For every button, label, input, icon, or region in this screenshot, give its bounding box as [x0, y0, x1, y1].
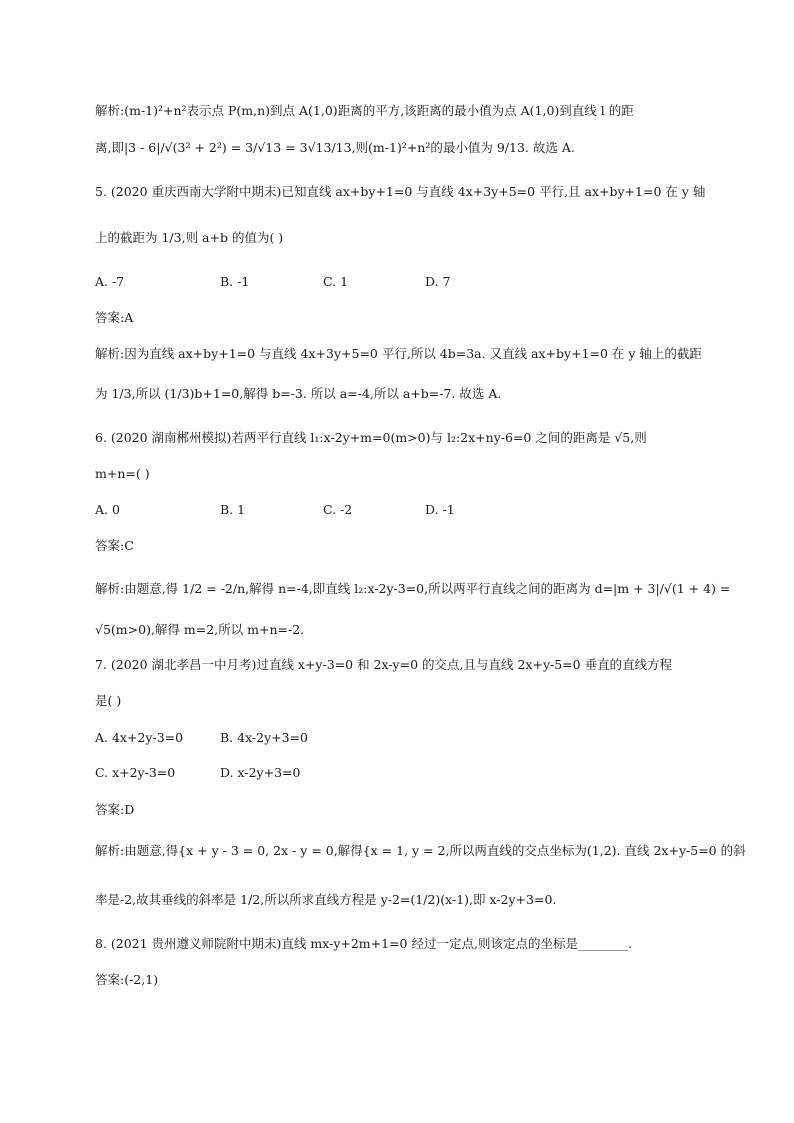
- text-line: 上的截距为 1/3,则 a+b 的值为( ): [95, 230, 284, 245]
- choice-option: D. -1: [425, 502, 455, 517]
- choice-option: B. 1: [220, 502, 246, 517]
- choice-option: A. 0: [95, 502, 120, 517]
- text-line: 答案:(-2,1): [95, 972, 159, 987]
- text-line: 答案:C: [95, 538, 134, 553]
- text-line: m+n=( ): [95, 466, 150, 481]
- text-line: 7. (2020 湖北孝昌一中月考)过直线 x+y-3=0 和 2x-y=0 的交点,且与直线 2x+y-5=0 垂直的直线方程: [95, 657, 673, 672]
- text-line: 解析:由题意,得 1/2 = -2/n,解得 n=-4,即直线 l₂:x-2y-3=0,所以两平行直线之间的距离为 d=|m + 3|/√(1 + 4) =: [95, 581, 731, 596]
- text-line: 6. (2020 湖南郴州模拟)若两平行直线 l₁:x-2y+m=0(m>0)与 l₂:2x+ny-6=0 之间的距离是 √5,则: [95, 430, 647, 445]
- text-line: 答案:D: [95, 802, 135, 817]
- choice-option: B. 4x-2y+3=0: [220, 730, 309, 745]
- text-line: 是( ): [95, 693, 122, 708]
- choice-option: C. 1: [323, 274, 349, 289]
- text-line: 为 1/3,所以 (1/3)b+1=0,解得 b=-3. 所以 a=-4,所以 a+b=-7. 故选 A.: [95, 386, 502, 401]
- text-line: 8. (2021 贵州遵义师院附中期末)直线 mx-y+2m+1=0 经过一定点,则该定点的坐标是________.: [95, 936, 632, 951]
- text-line: 率是-2,故其垂线的斜率是 1/2,所以所求直线方程是 y-2=(1/2)(x-1),即 x-2y+3=0.: [95, 892, 557, 907]
- choice-option: D. 7: [425, 274, 451, 289]
- text-line: 解析:由题意,得{x + y - 3 = 0, 2x - y = 0,解得{x = 1, y = 2,所以两直线的交点坐标为(1,2). 直线 2x+y-5=0 的斜: [95, 843, 746, 858]
- choice-option: D. x-2y+3=0: [220, 765, 301, 780]
- text-line: 解析:(m-1)²+n²表示点 P(m,n)到点 A(1,0)距离的平方,该距离的最小值为点 A(1,0)到直线 l 的距: [95, 103, 634, 118]
- choice-option: C. -2: [323, 502, 353, 517]
- choice-option: C. x+2y-3=0: [95, 765, 176, 780]
- text-line: 答案:A: [95, 310, 134, 325]
- text-line: 5. (2020 重庆西南大学附中期末)已知直线 ax+by+1=0 与直线 4x+3y+5=0 平行,且 ax+by+1=0 在 y 轴: [95, 184, 706, 199]
- text-line: 解析:因为直线 ax+by+1=0 与直线 4x+3y+5=0 平行,所以 4b=3a. 又直线 ax+by+1=0 在 y 轴上的截距: [95, 346, 702, 361]
- choice-option: B. -1: [220, 274, 250, 289]
- choice-option: A. 4x+2y-3=0: [95, 730, 184, 745]
- choice-option: A. -7: [95, 274, 125, 289]
- text-line: √5(m>0),解得 m=2,所以 m+n=-2.: [95, 622, 305, 637]
- text-line: 离,即|3 - 6|/√(3² + 2²) = 3/√13 = 3√13/13,则(m-1)²+n²的最小值为 9/13. 故选 A.: [95, 140, 575, 155]
